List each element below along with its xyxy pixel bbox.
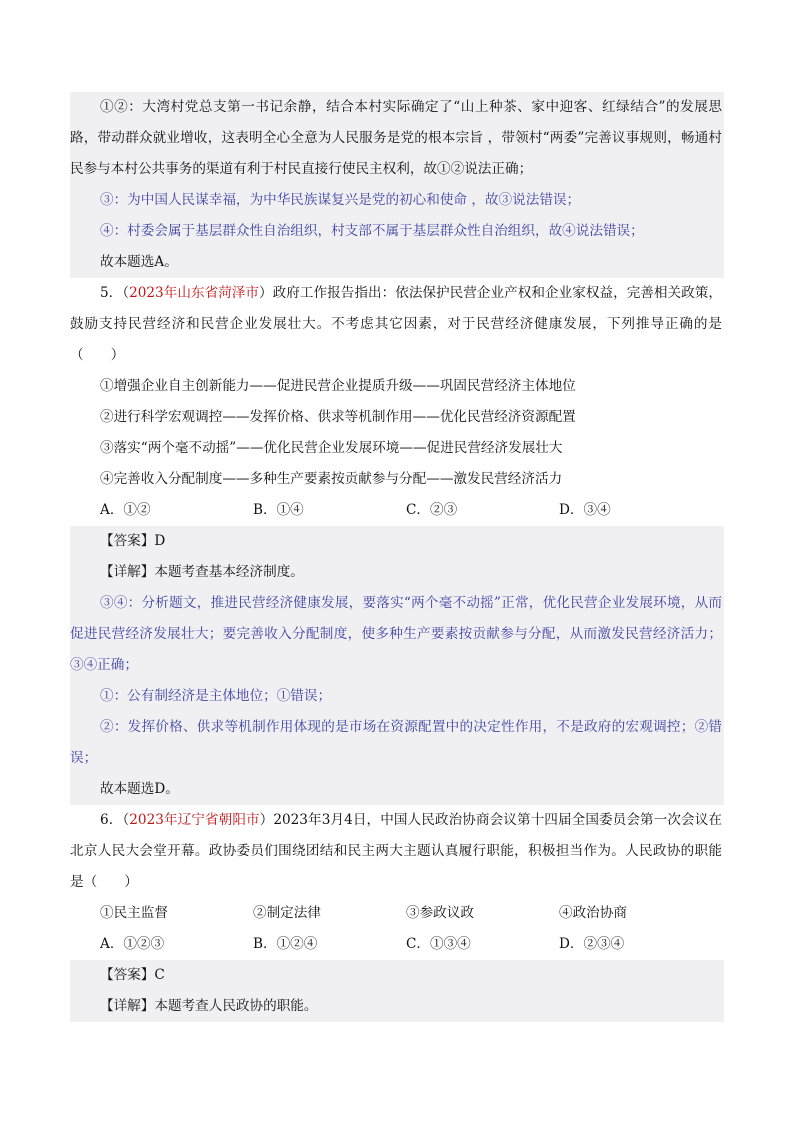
question-6-statement-2: ②制定法律 [253, 905, 321, 921]
question-5-statement-1: ①增强企业自主创新能力——促进民营企业提质升级——巩固民营经济主体地位 [100, 378, 576, 394]
question-5-option-b: B．①④ [253, 502, 304, 518]
question-5-analysis-1: ①：公有制经济是主体地位；①错误； [100, 688, 332, 704]
question-6-option-a: A．①②③ [100, 936, 165, 952]
analysis-4: ④：村委会属于基层群众性自治组织，村支部不属于基层群众性自治组织，故④说法错误； [100, 223, 644, 239]
question-5-option-c: C．②③ [406, 502, 458, 518]
question-6-statement-1: ①民主监督 [100, 905, 168, 921]
question-6-option-b: B．①②④ [253, 936, 318, 952]
question-6-answer: 【答案】C [100, 967, 165, 983]
question-6-statement-3: ③参政议政 [406, 905, 474, 921]
question-5-number: 5．（ [100, 285, 130, 301]
question-5-statement-2: ②进行科学宏观调控——发挥价格、供求等机制作用——优化民营经济资源配置 [100, 409, 576, 425]
question-6-statement-4: ④政治协商 [559, 905, 627, 921]
analysis-12: ①②：大湾村党总支第一书记余静，结合本村实际确定了“山上种茶、家中迎客、红绿结合”的发展思路，带动群众就业增收，这表明全心全意为人民服务是党的根本宗旨 ，带领村“两委”完善议事规则，畅通村民参与本村公共事务的渠道有利于村民直接行使民主权利，故①②说法正确； [70, 99, 722, 177]
question-6-source: 2023年辽宁省朝阳市 [129, 812, 260, 828]
question-5-analysis-2: ②：发挥价格、供求等机制作用体现的是市场在资源配置中的决定性作用，不是政府的宏观调控；②错误； [70, 719, 722, 766]
question-6-number: 6．（ [100, 812, 130, 828]
question-5-option-a: A．①② [100, 502, 151, 518]
analysis-3: ③：为中国人民谋幸福，为中华民族谋复兴是党的初心和使命 ，故③说法错误； [100, 192, 581, 208]
question-6-stem [70, 805, 724, 898]
question-5-options [70, 495, 724, 526]
question-5-source: 2023年山东省菏泽市 [129, 285, 260, 301]
question-5-statement-4: ④完善收入分配制度——多种生产要素按贡献参与分配——激发民营经济活力 [100, 471, 563, 487]
question-6-options [70, 929, 724, 960]
question-6-detail: 【详解】本题考查人民政协的职能。 [100, 998, 318, 1014]
question-5-answer: 【答案】D [100, 533, 166, 549]
question-5-analysis-34: ③④：分析题文，推进民营经济健康发展，要落实“两个毫不动摇”正常，优化民营企业发展环境，从而促进民营经济发展壮大；要完善收入分配制度，使多种生产要素按贡献参与分配，从而激发民营经济活力；③④正确； [70, 595, 722, 673]
question-5-statement-3: ③落实“两个毫不动摇”——优化民营企业发展环境——促进民营经济发展壮大 [100, 440, 563, 456]
question-5-solution [70, 526, 724, 805]
question-5-detail: 【详解】本题考查基本经济制度。 [100, 564, 304, 580]
question-5-text: ）政府工作报告指出：依法保护民营企业产权和企业家权益，完善相关政策，鼓励支持民营经济和民营企业发展壮大。不考虑其它因素，对于民营经济健康发展，下列推导正确的是（ ） [70, 285, 722, 363]
question-6-text: ）2023年3月4日，中国人民政治协商会议第十四届全国委员会第一次会议在北京人民大会堂开幕。政协委员们围绕团结和民主两大主题认真履行职能，积极担当作为。人民政协的职能是（ ） [70, 812, 722, 890]
question-6-option-c: C．①③④ [406, 936, 471, 952]
conclusion-a: 故本题选A。 [100, 254, 178, 270]
question-6-statements [70, 898, 724, 929]
question-6-option-d: D．②③④ [559, 936, 625, 952]
question-6-solution [70, 960, 724, 1022]
question-5-conclusion: 故本题选D。 [100, 781, 179, 797]
question-5-option-d: D．③④ [559, 502, 611, 518]
previous-explanation [70, 92, 724, 278]
document-page [70, 92, 724, 1022]
question-5-stem [70, 278, 724, 371]
